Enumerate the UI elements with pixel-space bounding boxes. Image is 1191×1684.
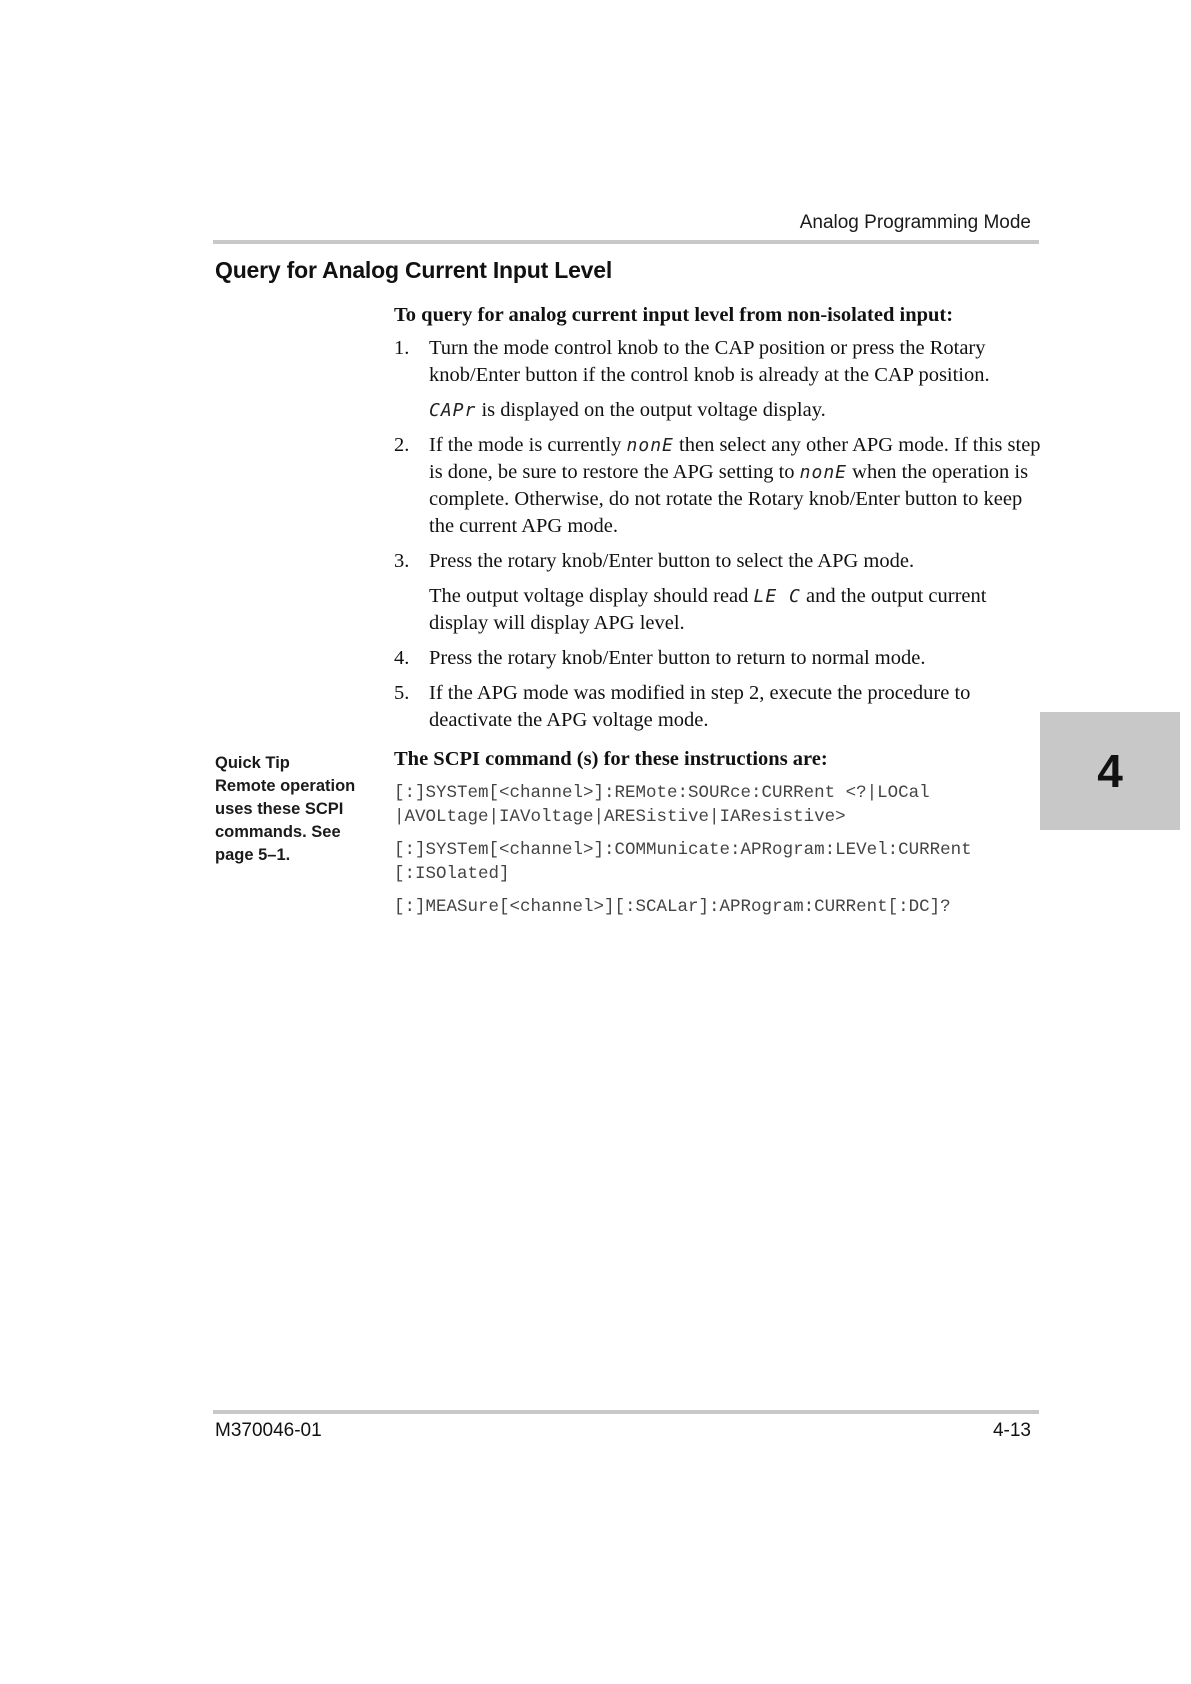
step-note-text: is displayed on the output voltage display. <box>476 399 826 421</box>
step-note <box>429 397 1044 424</box>
step-text: Press the rotary knob/Enter button to return to normal mode. <box>429 647 926 669</box>
chapter-tab: 4 <box>1040 712 1180 830</box>
running-header: Analog Programming Mode <box>799 212 1031 233</box>
step-number: 5. <box>394 682 410 704</box>
footer-rule <box>213 1410 1039 1414</box>
step-text <box>429 432 1044 540</box>
step-note-text: and the output current display will display APG level. <box>429 585 987 634</box>
quick-tip-text: Remote operation uses these SCPI commands. See page 5–1. <box>215 777 356 864</box>
step-1 <box>394 335 1044 424</box>
step-note-text: The output voltage display should read <box>429 585 754 607</box>
step-text-part: when the operation is complete. Otherwise, do not rotate the Rotary knob/Enter button to keep the current APG mode. <box>429 461 1029 537</box>
step-text-part: If the mode is currently <box>429 434 627 456</box>
lcd-readout: nonE <box>626 435 674 456</box>
step-3 <box>394 548 1044 637</box>
step-number: 3. <box>394 550 410 572</box>
footer-doc-number: M370046-01 <box>215 1420 322 1441</box>
footer-page-number: 4-13 <box>992 1420 1031 1441</box>
lcd-readout: nonE <box>799 462 848 483</box>
header-rule <box>213 240 1039 244</box>
step-text: Turn the mode control knob to the CAP position or press the Rotary knob/Enter button if the control knob is already at the CAP position. <box>429 337 990 386</box>
step-2 <box>394 432 1044 540</box>
lcd-readout: LE C <box>753 586 801 607</box>
step-5 <box>394 680 1044 734</box>
step-4 <box>394 645 1044 672</box>
scpi-command: [:]MEASure[<channel>][:SCALar]:APRogram:CURRent[:DC]? <box>394 897 951 917</box>
section-title: Query for Analog Current Input Level <box>215 257 613 283</box>
lcd-readout: CAPr <box>429 400 477 421</box>
procedure-body <box>394 302 1044 928</box>
scpi-command: [:]SYSTem[<channel>]:COMMunicate:APRogram:LEVel:CURRent [:ISOlated] <box>394 840 972 884</box>
procedure-intro: To query for analog current input level from non-isolated input: <box>394 304 954 326</box>
step-number: 4. <box>394 647 410 669</box>
step-text: If the APG mode was modified in step 2, execute the procedure to deactivate the APG voltage mode. <box>429 682 971 731</box>
scpi-heading: The SCPI command (s) for these instructions are: <box>394 748 828 770</box>
step-text: Press the rotary knob/Enter button to select the APG mode. <box>429 550 915 572</box>
step-number: 1. <box>394 337 410 359</box>
step-text-part: then select any other APG mode. If this step is done, be sure to restore the APG setting to <box>429 434 1041 483</box>
scpi-command: [:]SYSTem[<channel>]:REMote:SOURce:CURRent <?|LOCal |AVOLtage|IAVoltage|ARESistive|IAResistive> <box>394 783 930 827</box>
procedure-steps <box>394 335 1044 734</box>
step-number: 2. <box>394 434 410 456</box>
quick-tip <box>215 752 365 867</box>
step-note <box>429 583 1044 637</box>
quick-tip-title: Quick Tip <box>215 754 290 772</box>
